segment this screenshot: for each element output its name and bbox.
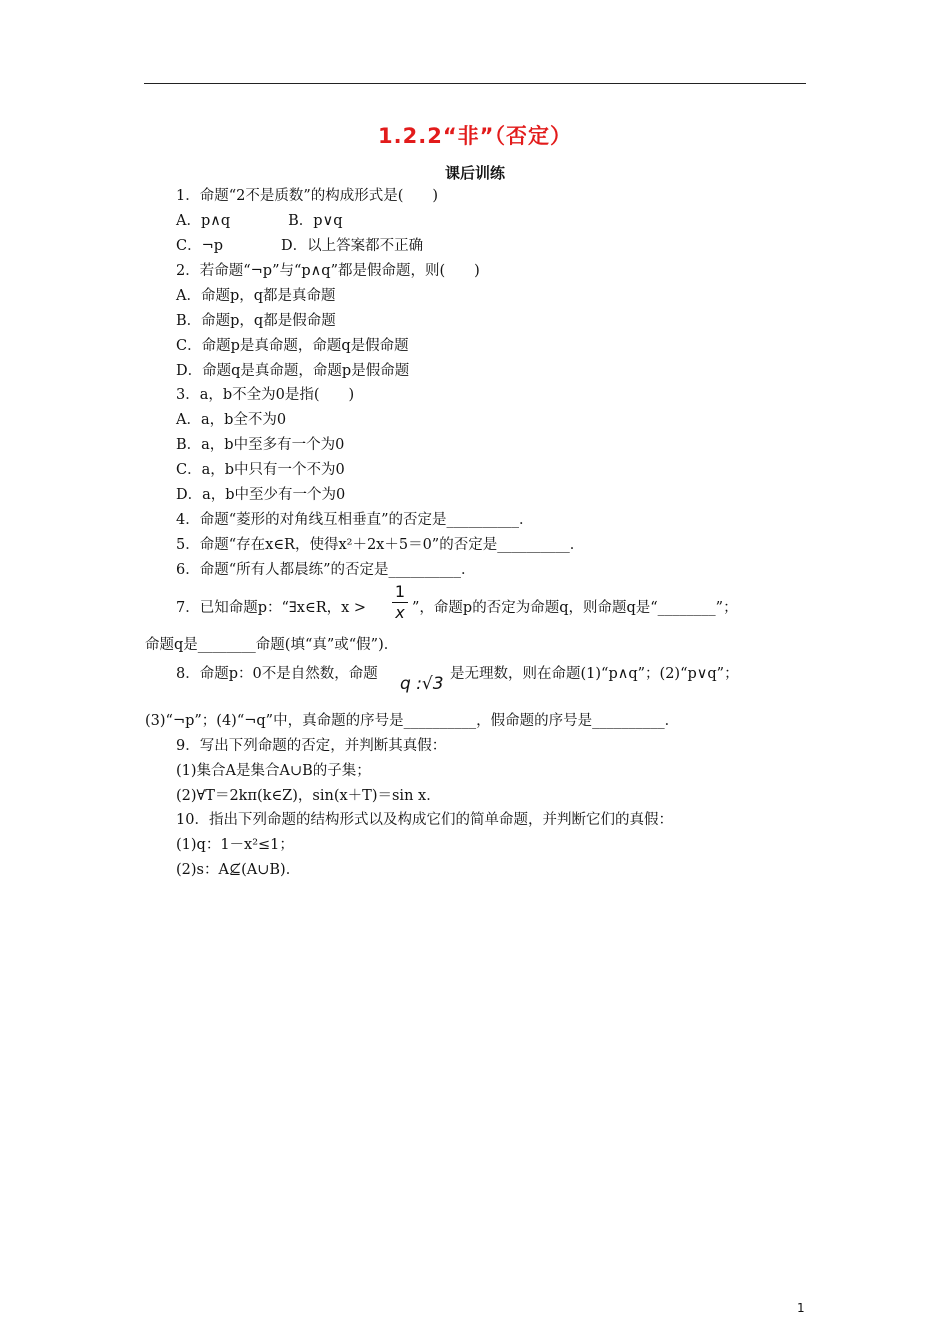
- question-3: 3．a，b不全为0是指( ): [176, 387, 355, 403]
- page-title: 1.2.2“非”（否定）: [378, 124, 572, 148]
- question-2-option-c: C．命题p是真命题，命题q是假命题: [176, 338, 409, 354]
- question-2-option-b: B．命题p，q都是假命题: [176, 313, 336, 329]
- question-10-part-2: (2)s：A⊈(A∪B)．: [176, 862, 301, 878]
- fraction-numerator: 1: [394, 582, 406, 601]
- question-9: 9．写出下列命题的否定，并判断其真假：: [176, 738, 447, 754]
- question-7-suffix: ”，命题p的否定为命题q，则命题q是“________”；: [412, 600, 738, 616]
- question-2-option-a: A．命题p，q都是真命题: [176, 288, 336, 304]
- fraction-denominator: x: [395, 603, 405, 622]
- question-7-prefix: 7．已知命题p：“∃x∈R，x >: [176, 600, 367, 616]
- question-8-line-2: (3)“¬p”；(4)“¬q”中，真命题的序号是__________，假命题的序号是__________．: [145, 713, 680, 729]
- question-8-formula: q :√3: [400, 674, 444, 694]
- question-3-option-b: B．a，b中至多有一个为0: [176, 437, 345, 453]
- page-subtitle: 课后训练: [444, 164, 505, 182]
- question-1: 1．命题“2不是质数”的构成形式是( ): [176, 188, 439, 204]
- question-8-prefix: 8．命题p：0不是自然数，命题: [176, 666, 378, 682]
- question-9-part-1: (1)集合A是集合A∪B的子集；: [176, 763, 371, 779]
- question-2: 2．若命题“¬p”与“p∧q”都是假命题，则( ): [176, 263, 480, 279]
- page-number: 1: [797, 1301, 805, 1315]
- question-10: 10．指出下列命题的结构形式以及构成它们的简单命题，并判断它们的真假：: [176, 812, 673, 828]
- question-7-line-2: 命题q是________命题(填“真”或“假”)．: [145, 637, 399, 653]
- question-2-option-d: D．命题q是真命题，命题p是假命题: [176, 363, 410, 379]
- question-4: 4．命题“菱形的对角线互相垂直”的否定是__________．: [176, 512, 534, 528]
- question-1-options-cd: C．¬p D．以上答案都不正确: [176, 238, 424, 254]
- question-10-part-1: (1)q：1－x²≤1；: [176, 837, 294, 853]
- question-3-option-d: D．a，b中至少有一个为0: [176, 487, 346, 503]
- question-9-part-2: (2)∀T＝2kπ(k∈Z)，sin(x＋T)＝sin x．: [176, 788, 441, 804]
- question-5: 5．命题“存在x∈R，使得x²＋2x＋5＝0”的否定是__________．: [176, 537, 585, 553]
- question-8-suffix: 是无理数，则在命题(1)“p∧q”；(2)“p∨q”；: [450, 666, 739, 682]
- question-1-options-ab: A．p∧q B．p∨q: [176, 213, 343, 229]
- question-6: 6．命题“所有人都晨练”的否定是__________．: [176, 562, 476, 578]
- question-3-option-c: C．a，b中只有一个不为0: [176, 462, 345, 478]
- question-3-option-a: A．a，b全不为0: [176, 412, 287, 428]
- header-rule: [144, 83, 806, 84]
- question-7-fraction: [390, 583, 410, 622]
